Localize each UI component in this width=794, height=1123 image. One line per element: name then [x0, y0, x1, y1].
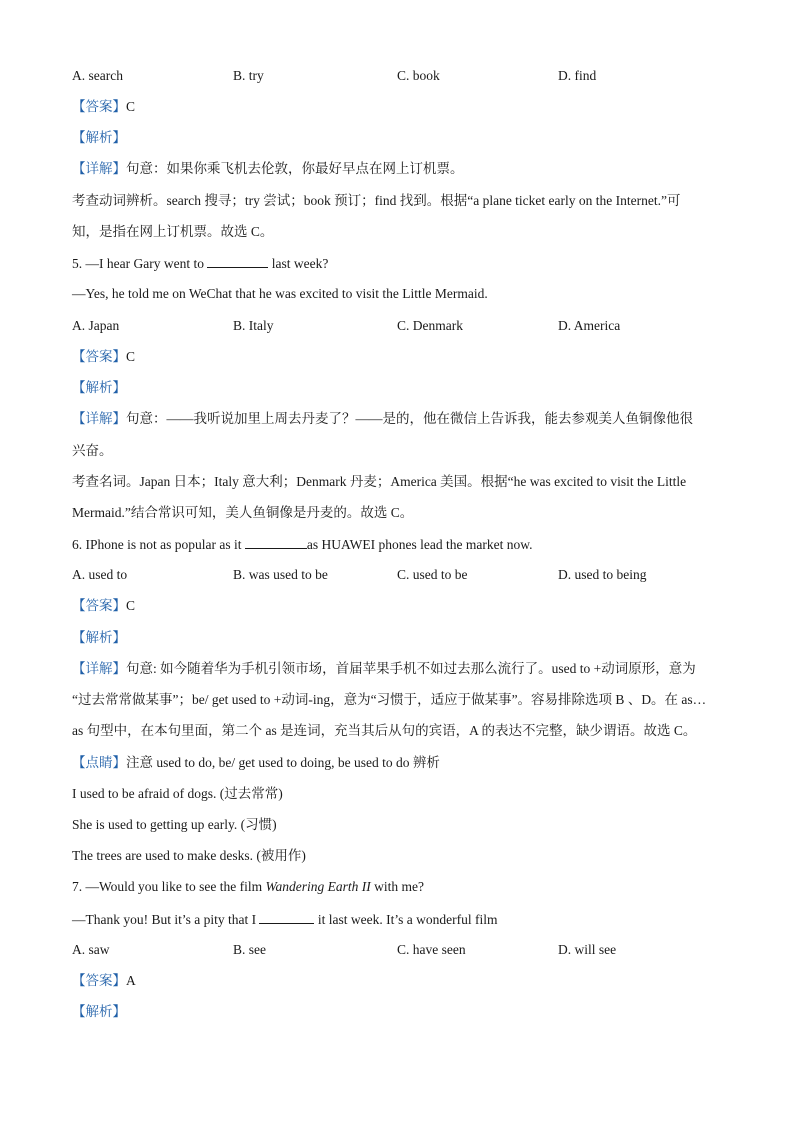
q6-detail-cont1: “过去常常做某事”；be/ get used to +动词-ing，意为“习惯于，适应于做某事”。容易排除选项 B 、D。在 as… [72, 692, 707, 707]
q6-stem [72, 535, 532, 554]
q6-note [72, 754, 440, 772]
q7-stem [72, 878, 424, 896]
option-d: D. will see [558, 942, 617, 957]
option-c: C. have seen [397, 942, 466, 957]
stem-part-b: as HUAWEI phones lead the market now. [306, 537, 533, 552]
q6-example-3: The trees are used to make desks. (被用作) [72, 848, 306, 863]
q5-detail [72, 410, 693, 428]
detail-tag: 【详解】 [72, 411, 126, 426]
q6-detail [72, 660, 696, 678]
answer-value: C [126, 99, 136, 114]
stem-part-a: 5. —I hear Gary went to [72, 256, 204, 271]
detail-tag: 【详解】 [72, 161, 126, 176]
option-a: A. search [72, 68, 123, 83]
stem-part-b: last week? [271, 256, 329, 271]
q5-explain-line2: Mermaid.”结合常识可知，美人鱼铜像是丹麦的。故选 C。 [72, 505, 414, 520]
option-a: A. used to [72, 567, 128, 582]
answer-tag: 【答案】 [72, 973, 126, 988]
detail-text: 句意：——我听说加里上周去丹麦了？——是的，他在微信上告诉我，能去参观美人鱼铜像他很 [126, 411, 693, 426]
note-text: 注意 used to do, be/ get used to doing, be used to do 辨析 [126, 755, 440, 770]
option-d: D. used to being [558, 567, 647, 582]
q7-analysis-tag: 【解析】 [72, 1004, 126, 1019]
option-b: B. was used to be [233, 567, 328, 582]
answer-tag: 【答案】 [72, 99, 126, 114]
option-b: B. Italy [233, 318, 274, 333]
answer-tag: 【答案】 [72, 349, 126, 364]
q6-answer [72, 597, 135, 615]
reply-part-b: it last week. It’s a wonderful film [317, 912, 498, 927]
q5-analysis-tag: 【解析】 [72, 380, 126, 395]
q7-reply [72, 910, 497, 929]
answer-tag: 【答案】 [72, 598, 126, 613]
q4-explain-line2: 知，是指在网上订机票。故选 C。 [72, 224, 274, 239]
q5-explain-line1: 考查名词。Japan 日本；Italy 意大利；Denmark 丹麦；America 美国。根据“he was excited to visit the Little [72, 474, 687, 489]
q5-stem [72, 254, 328, 273]
detail-text: 句意：如果你乘飞机去伦敦，你最好早点在网上订机票。 [126, 161, 464, 176]
option-a: A. saw [72, 942, 110, 957]
q5-detail-cont: 兴奋。 [72, 443, 113, 458]
option-b: B. see [233, 942, 266, 957]
q6-example-2: She is used to getting up early. (习惯) [72, 817, 277, 832]
option-d: D. America [558, 318, 621, 333]
reply-part-a: —Thank you! But it’s a pity that I [72, 912, 257, 927]
q4-answer [72, 98, 135, 116]
q4-detail [72, 160, 464, 178]
detail-text: 句意: 如今随着华为手机引领市场，首届苹果手机不如过去那么流行了。used to +动词原形，意为 [126, 661, 696, 676]
stem-part-a: 6. IPhone is not as popular as it [72, 537, 242, 552]
q5-answer [72, 348, 135, 366]
film-title: Wandering Earth II [265, 879, 371, 894]
answer-blank [207, 254, 268, 268]
answer-blank [245, 535, 307, 549]
q4-analysis-tag: 【解析】 [72, 130, 126, 145]
q6-example-1: I used to be afraid of dogs. (过去常常) [72, 786, 283, 801]
option-a: A. Japan [72, 318, 120, 333]
detail-tag: 【详解】 [72, 661, 126, 676]
q7-answer [72, 972, 136, 990]
q5-reply: —Yes, he told me on WeChat that he was excited to visit the Little Mermaid. [72, 286, 488, 301]
option-b: B. try [233, 68, 264, 83]
option-c: C. Denmark [397, 318, 463, 333]
answer-value: C [126, 349, 136, 364]
answer-blank [259, 910, 314, 924]
option-c: C. used to be [397, 567, 468, 582]
stem-part-a: 7. —Would you like to see the film [72, 879, 263, 894]
answer-value: A [126, 973, 136, 988]
option-d: D. find [558, 68, 597, 83]
answer-value: C [126, 598, 136, 613]
q6-analysis-tag: 【解析】 [72, 630, 126, 645]
note-tag: 【点睛】 [72, 755, 126, 770]
q6-detail-cont2: as 句型中，在本句里面，第二个 as 是连词，充当其后从句的宾语，A 的表达不完整，缺少谓语。故选 C。 [72, 723, 697, 738]
stem-part-b: with me? [374, 879, 425, 894]
q4-explain-line1: 考查动词辨析。search 搜寻；try 尝试；book 预订；find 找到。根据“a plane ticket early on the Internet.”可 [72, 193, 681, 208]
option-c: C. book [397, 68, 440, 83]
